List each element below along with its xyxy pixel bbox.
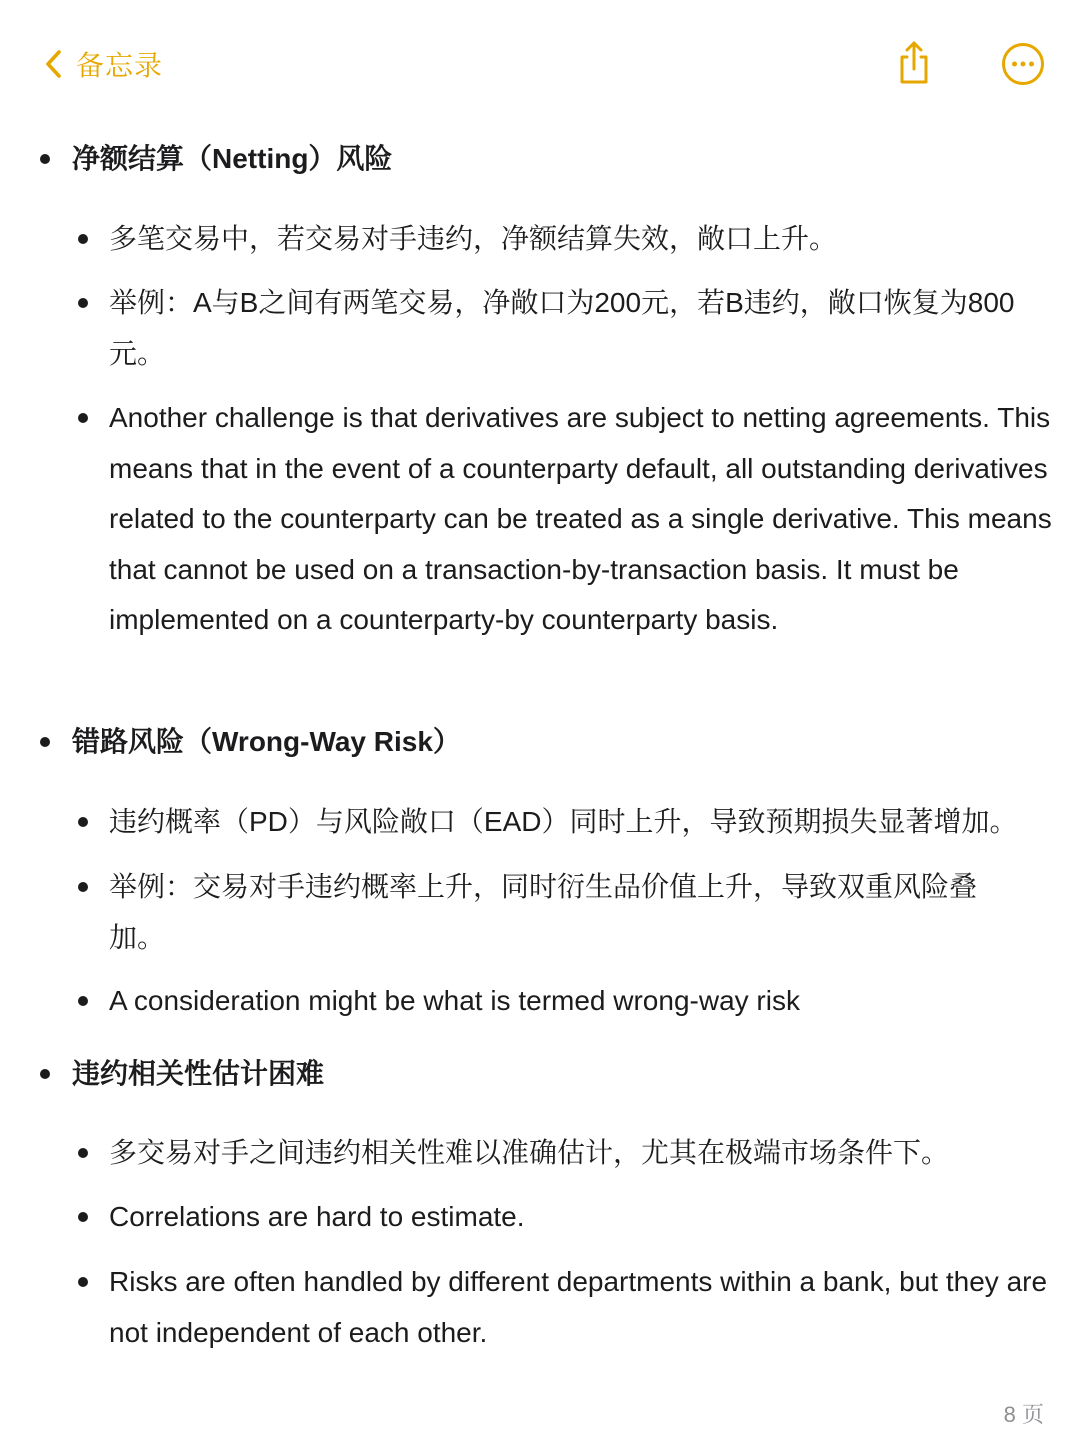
back-button[interactable] [44, 40, 163, 88]
bullet-text: 多笔交易中，若交易对手违约，净额结算失效，敞口上升。 [109, 223, 838, 254]
bullet-dot [40, 737, 50, 747]
bullet-dot [78, 234, 88, 244]
back-label: 备忘录 [76, 50, 164, 81]
bullet-text: 违约概率（PD）与风险敞口（EAD）同时上升，导致预期损失显著增加。 [109, 806, 1018, 837]
bullet-dot [40, 1069, 50, 1079]
more-button[interactable] [999, 40, 1047, 88]
chevron-left-icon [44, 49, 62, 79]
heading-text: 净额结算（Netting）风险 [72, 143, 393, 174]
share-icon [890, 38, 938, 86]
bullet-text: Correlations are hard to estimate. [109, 1201, 525, 1232]
bullet-dot [78, 817, 88, 827]
share-button[interactable] [890, 38, 938, 86]
bullet-text: A consideration might be what is termed wrong-way risk [109, 985, 800, 1016]
bullet-text: Risks are often handled by different departments within a bank, but they are not independent of each other. [109, 1266, 1048, 1348]
bullet-dot [78, 1148, 88, 1158]
bullet-dot [78, 996, 88, 1006]
bullet-dot [78, 1277, 88, 1287]
bullet-dot [78, 413, 88, 423]
heading-text: 违约相关性估计困难 [72, 1058, 325, 1089]
bullet-text: 举例：A与B之间有两笔交易，净敞口为200元，若B违约，敞口恢复为800元。 [109, 287, 1015, 369]
bullet-text: 多交易对手之间违约相关性难以准确估计，尤其在极端市场条件下。 [109, 1137, 950, 1168]
page-indicator: 8 页 [1003, 1402, 1044, 1427]
bullet-text: 举例：交易对手违约概率上升，同时衍生品价值上升，导致双重风险叠加。 [109, 871, 978, 953]
navigation-bar [0, 0, 1080, 128]
more-icon [999, 40, 1047, 88]
bullet-dot [78, 298, 88, 308]
heading-text: 错路风险（Wrong-Way Risk） [72, 726, 461, 757]
bullet-dot [78, 1212, 88, 1222]
bullet-dot [40, 154, 50, 164]
bullet-text: Another challenge is that derivatives are subject to netting agreements. This means that in the event of a counterparty default, all outstanding derivatives related to the counterparty can be treated as a single derivative. This means that cannot be used on a transaction-by-transaction basis. It must be implemented on a counterparty-by counterparty basis. [109, 402, 1052, 635]
bullet-dot [78, 882, 88, 892]
